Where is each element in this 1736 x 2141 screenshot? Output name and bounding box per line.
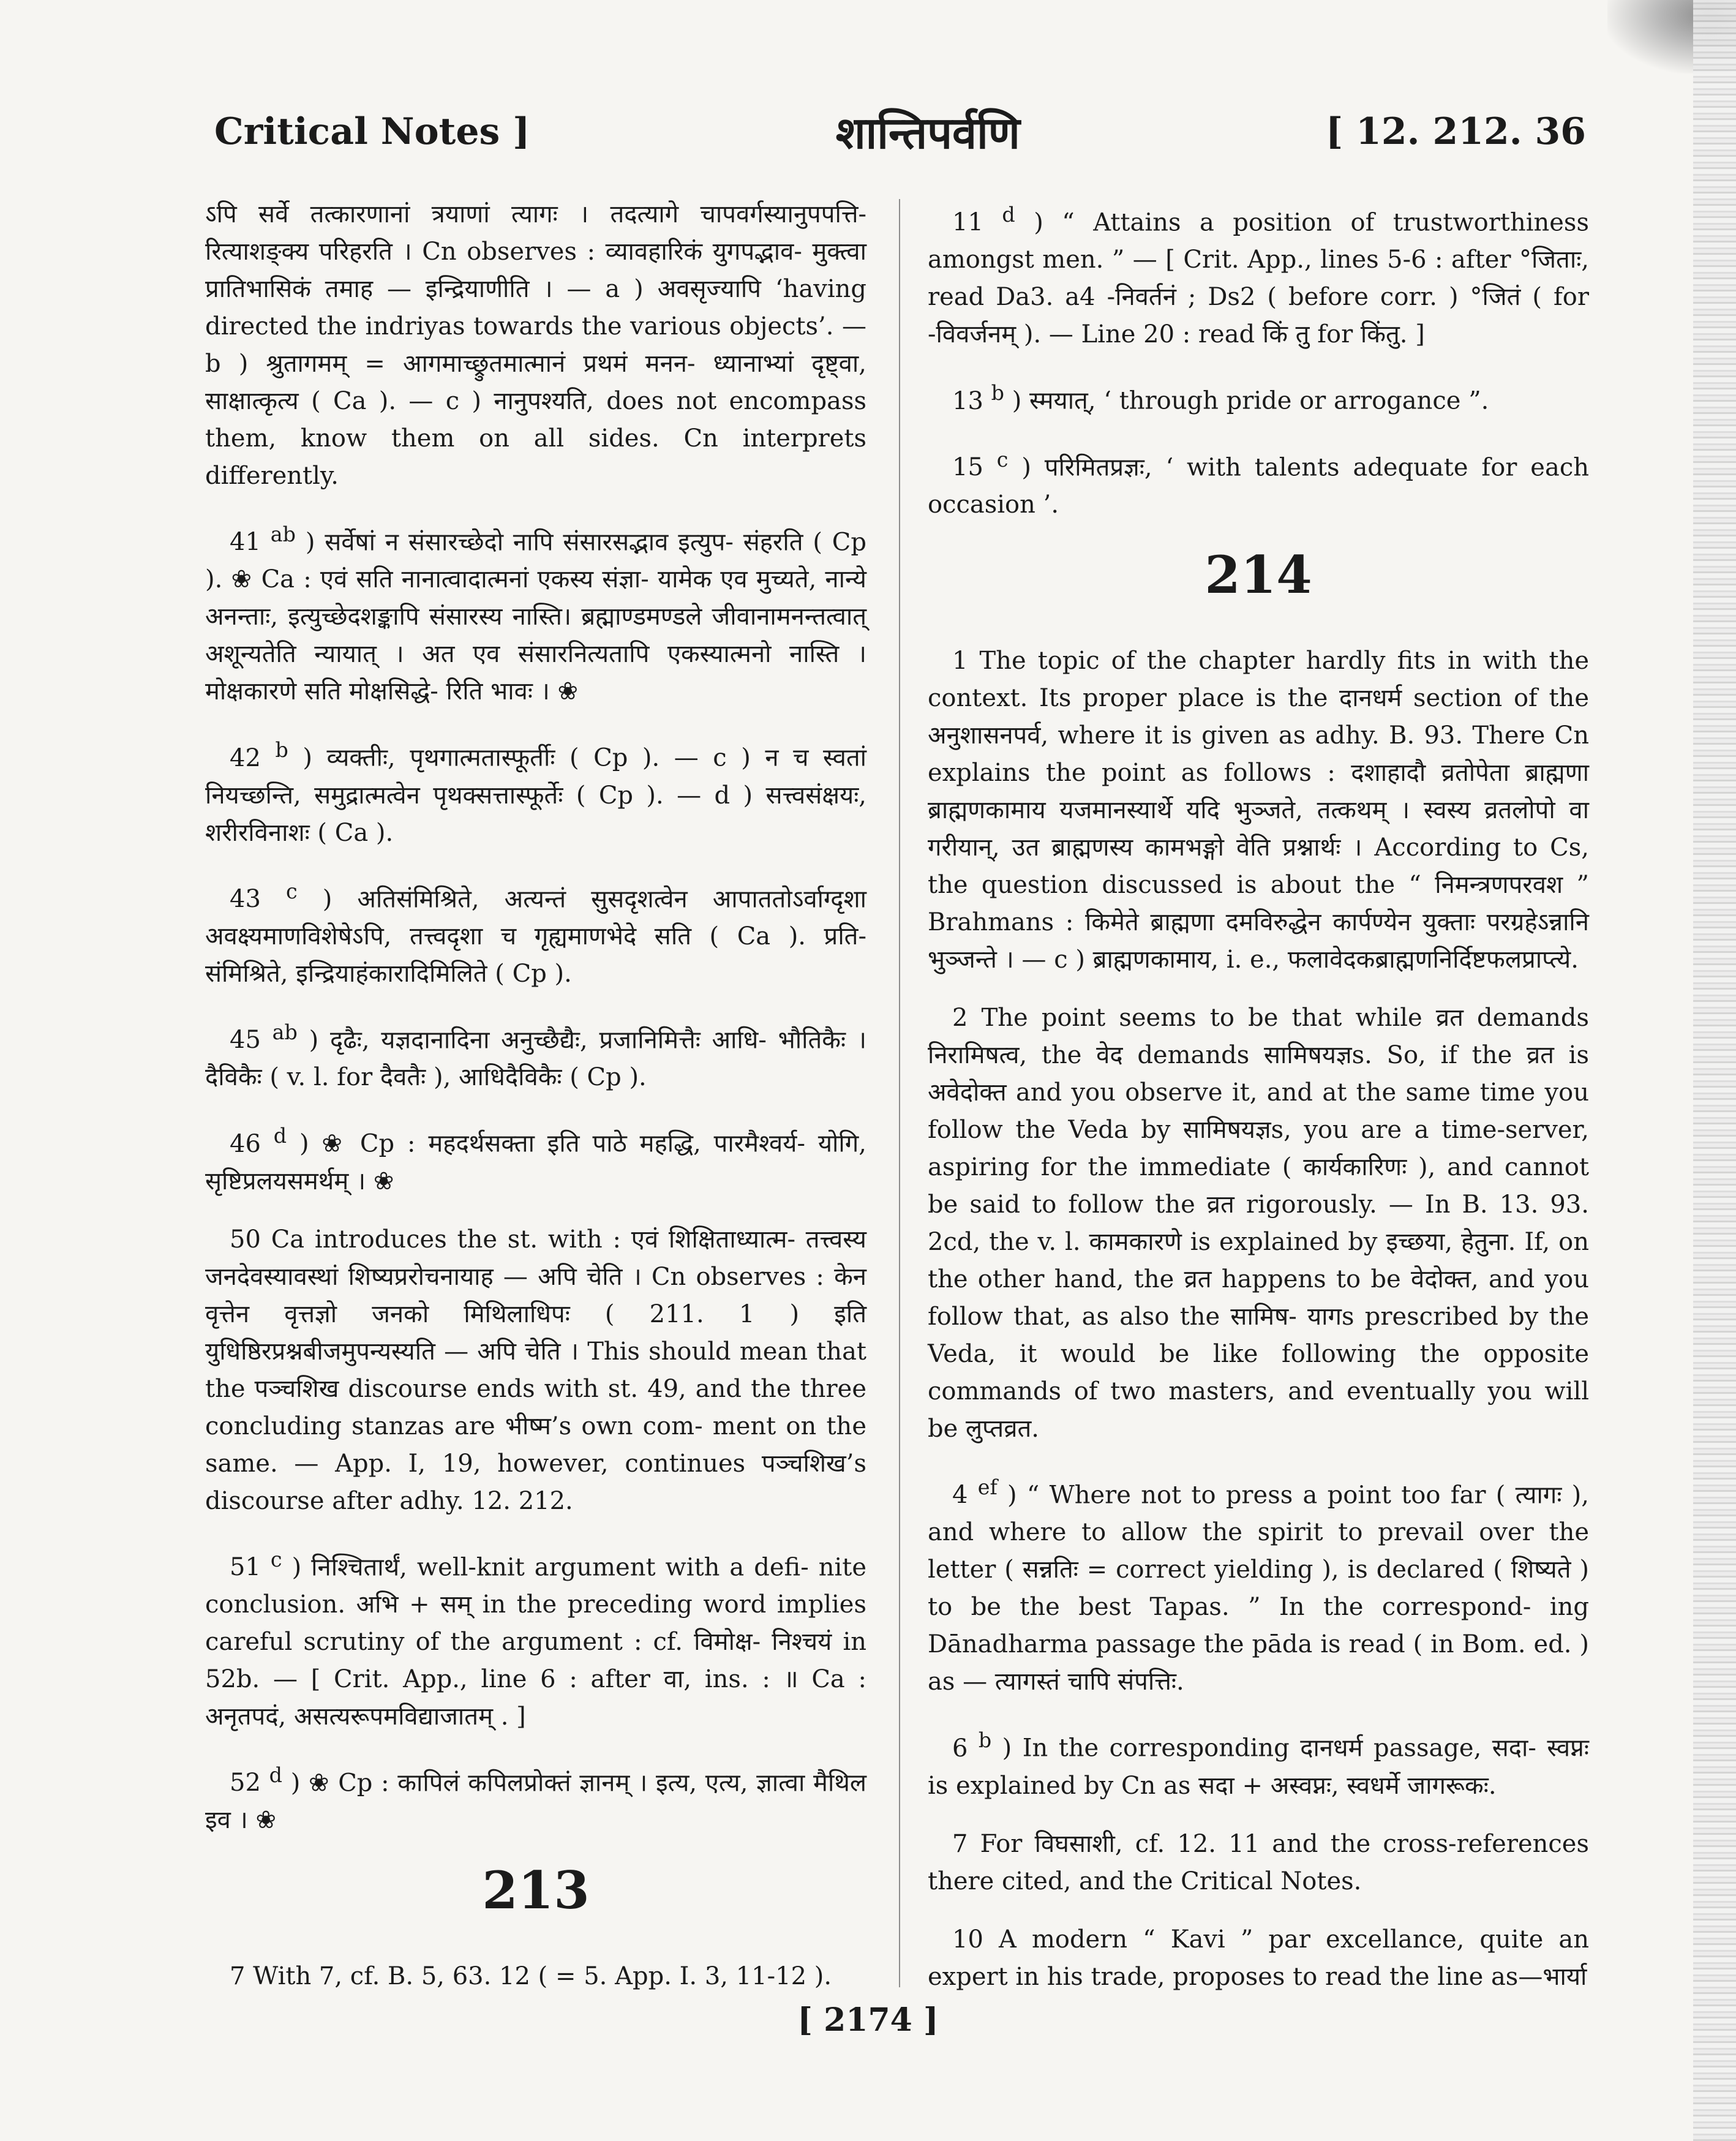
column-divider <box>899 199 900 1987</box>
note-number: 4 <box>952 1481 968 1510</box>
note-214-1 <box>928 642 1589 979</box>
note-number: 46 <box>230 1129 261 1158</box>
running-head <box>214 98 1586 165</box>
note-51 <box>205 1541 866 1736</box>
note-text: ) ❀ Cp : कापिलं कपिलप्रोक्तं ज्ञानम् । इत्य, एत्य, ज्ञात्वा मैथिल इव । ❀ <box>205 1769 867 1835</box>
pada-marker: d <box>269 1763 282 1787</box>
running-head-left: Critical Notes ] <box>214 110 530 153</box>
pada-marker: d <box>273 1124 287 1148</box>
note-214-2 <box>928 999 1589 1448</box>
note-text: ) स्मयात्, ‘ through pride or arrogance ”. <box>1012 386 1489 415</box>
note-text: The point seems to be that while व्रत demands निरामिषत्व, the वेद demands सामिषयज्ञs. So, if the व्रत is अवेदोक्त and you observe it, and at the same time you follow the Veda by सामिषयज्ञs, you are a time-server, aspiring for the immediate ( कार्यकारिणः ), and cannot be said to follow the व्रत rigorously. — In B. 13. 93. 2cd, the v. l. कामकारणे is explained by इच्छया, हेतुना. If, on the other hand, the व्रत happens to be वेदोक्त, and you follow that, as also the सामिष- यागs prescribed by the Veda, it would be like following the opposite commands of two masters, and eventually you will be लुप्तव्रत. <box>928 1003 1589 1443</box>
pada-marker: c <box>996 447 1009 472</box>
note-number: 7 <box>230 1962 246 1991</box>
note-number: 11 <box>952 208 983 237</box>
note-52 <box>205 1756 866 1839</box>
note-text: Ca introduces the st. with : एवं शिक्षिताध्यात्म- तत्त्वस्य जनदेवस्यावस्थां शिष्यप्ररोचनायाह — अपि चेति । Cn observes : केन वृत्तेन वृत्तज्ञो जनको मिथिलाधिपः ( 211. 1 ) इति युधिष्ठिरप्रश्नबीजमुपन्यस्यति — अपि चेति । This should mean that the पञ्चशिख discourse ends with st. 49, and the three concluding stanzas are भीष्म’s own com- ment on the same. — App. I, 19, however, continues पञ्चशिख’s discourse after adhy. 12. 212. <box>205 1225 866 1515</box>
note-number: 50 <box>230 1225 261 1254</box>
note-text: ) “ Attains a position of trustworthiness amongst men. ” — [ Crit. App., lines 5-6 : after °जिताः, read Da3. a4 -निवर्तनं ; Ds2 ( before corr. ) °जितं ( for -विवर्जनम् ). — Line 20 : read किं तु for किंतु. ] <box>928 208 1589 349</box>
pada-marker: c <box>270 1547 282 1571</box>
running-head-reference: [ 12. 212. 36 <box>1325 110 1586 153</box>
note-46 <box>205 1117 866 1200</box>
note-41 <box>205 516 866 710</box>
note-text: ) “ Where not to press a point too far ( त्यागः ), and where to allow the spirit to prevail over the letter ( सन्नतिः = correct yielding ), is declared ( शिष्यते ) to be the best Tapas. ” In the correspond- ing Dānadharma passage the pāda is read ( in Bom. ed. ) as — त्यागस्तं चापि संपत्तिः. <box>928 1481 1589 1696</box>
pada-marker: b <box>978 1728 992 1753</box>
note-number: 43 <box>230 884 261 913</box>
note-text: For विघसाशी, cf. 12. 11 and the cross-references there cited, and the Critical Notes. <box>928 1829 1589 1895</box>
page-number: [ 2174 ] <box>797 2001 939 2039</box>
note-number: 45 <box>230 1026 261 1055</box>
note-13 <box>928 374 1589 420</box>
pada-marker: b <box>275 738 288 762</box>
note-number: 7 <box>952 1829 968 1858</box>
note-continued <box>205 196 866 495</box>
section-heading-214: 214 <box>1204 544 1312 605</box>
note-214-4 <box>928 1469 1589 1701</box>
note-214-7 <box>928 1826 1589 1900</box>
pada-marker: b <box>991 381 1004 405</box>
note-text: ) दृढैः, यज्ञदानादिना अनुच्छैद्यैः, प्रजानिमित्तैः आधि- भौतिकैः । दैविकैः ( v. l. for दैवतैः ), आधिदैविकैः ( Cp ). <box>205 1026 866 1092</box>
note-11 <box>928 196 1589 353</box>
note-number: 15 <box>952 453 983 481</box>
note-214-6 <box>928 1721 1589 1804</box>
note-42 <box>205 731 866 851</box>
note-number: 41 <box>230 528 261 557</box>
right-column <box>928 196 1589 2017</box>
note-number: 42 <box>230 743 261 772</box>
note-45 <box>205 1014 866 1096</box>
pada-marker: c <box>285 879 298 903</box>
note-text: ) ❀ Cp : महदर्थसक्ता इति पाठे महद्धि, पारमैश्वर्य- योगि, सृष्टिप्रलयसमर्थम् । ❀ <box>205 1129 866 1195</box>
note-number: 1 <box>952 646 968 675</box>
note-text: ) निश्चितार्थं, well-knit argument with a defi- nite conclusion. अभि + सम् in the preceding word implies careful scrutiny of the argument : cf. विमोक्ष- निश्चयं in 52b. — [ Crit. App., line 6 : after वा, ins. : ॥ Ca : अनृतपदं, असत्यरूपमविद्याजातम् . ] <box>205 1552 867 1731</box>
scan-edge-strip <box>1693 0 1736 2141</box>
running-head-title: शान्तिपर्वणि <box>835 107 1020 159</box>
pada-marker: ab <box>270 522 296 546</box>
note-text: With 7, cf. B. 5, 63. 12 ( = 5. App. I. 3, 11-12 ). <box>253 1962 832 1991</box>
note-text: ऽपि सर्वे तत्कारणानां त्रयाणां त्यागः । तदत्यागे चापवर्गस्यानुपपत्ति- रित्याशङ्क्य परिहरति । Cn observes : व्यावहारिकं युगपद्भाव- मुक्त्वा प्रातिभासिकं तमाह — इन्द्रियाणीति । — a ) अवसृज्यापि ‘having directed the indriyas towards the various objects’. — b ) श्रुतागमम् = आगमाच्छ्रुतमात्मानं प्रथमं मनन- ध्यानाभ्यां दृष्ट्वा, साक्षात्कृत्य ( Ca ). — c ) नानुपश्यति, does not encompass them, know them on all sides. Cn interprets differently. <box>205 200 866 490</box>
note-number: 2 <box>952 1003 968 1032</box>
note-text: A modern “ Kavi ” par excellance, quite an expert in his trade, proposes to read the line as—भार्या <box>928 1925 1589 1991</box>
note-text: ) परिमितप्रज्ञः, ‘ with talents adequate for each occasion ’. <box>928 453 1589 519</box>
note-text: The topic of the chapter hardly fits in with the context. Its proper place is the दानधर्म section of the अनुशासनपर्व, where it is given as adhy. B. 93. There Cn explains the point as follows : दशाहादौ व्रतोपेता ब्राह्मणा ब्राह्मणकामाय यजमानस्यार्थे यदि भुञ्जते, तत्कथम् । स्वस्य व्रतलोपो वा गरीयान्, उत ब्राह्मणस्य कामभङ्गो वेति प्रश्नार्थः । According to Cs, the question discussed is about the “ निमन्त्रणपरवश ” Brahmans : किमेते ब्राह्मणा दमविरुद्धेन कार्पण्येन युक्ताः परग्रहेऽन्नानि भुञ्जन्ते । — c ) ब्राह्मणकामाय, i. e., फलावेदकब्राह्मणनिर्दिष्टफलप्राप्त्ये. <box>928 646 1590 974</box>
note-text: ) व्यक्तीः, पृथगात्मतास्फूर्तीः ( Cp ). — c ) न च स्वतां नियच्छन्ति, समुद्रात्मत्वेन पृथक्सत्तास्फूर्तेः ( Cp ). — d ) सत्त्वसंक्षयः, शरीरविनाशः ( Ca ). <box>205 743 866 847</box>
left-column <box>205 196 866 2016</box>
note-number: 52 <box>230 1769 261 1797</box>
pada-marker: ef <box>977 1475 998 1499</box>
note-213-7 <box>205 1958 866 1995</box>
note-214-10 <box>928 1921 1589 1996</box>
section-heading-213: 213 <box>482 1860 590 1921</box>
note-43 <box>205 873 866 993</box>
pada-marker: ab <box>272 1020 298 1044</box>
note-number: 6 <box>952 1734 968 1763</box>
pada-marker: d <box>1002 203 1015 227</box>
note-text: ) अतिसंमिश्रिते, अत्यन्तं सुसदृशत्वेन आपाततोऽर्वाग्दृशा अवक्ष्यमाणविशेषेऽपि, तत्त्वदृशा च गृह्यमाणभेदे सति ( Ca ). प्रति- संमिश्रिते, इन्द्रियाहंकारादिमिलिते ( Cp ). <box>205 884 867 988</box>
note-number: 51 <box>230 1552 261 1581</box>
note-15 <box>928 441 1589 524</box>
note-50 <box>205 1221 866 1520</box>
note-number: 10 <box>952 1925 983 1954</box>
note-text: ) सर्वेषां न संसारच्छेदो नापि संसारसद्भाव इत्युप- संहरति ( Cp ). ❀ Ca : एवं सति नानात्वादात्मनां एकस्य संज्ञा- यामेक एव मुच्यते, नान्ये अनन्ताः, इत्युच्छेदशङ्कापि संसारस्य नास्ति। ब्रह्माण्डमण्डले जीवानामनन्तत्वात् अशून्यतेति न्यायात् । अत एव संसारनित्यतापि एकस्यात्मनो नास्ति । मोक्षकारणे सति मोक्षसिद्धे- रिति भावः । ❀ <box>205 528 867 706</box>
note-number: 13 <box>952 386 983 415</box>
note-text: ) In the corresponding दानधर्म passage, सदा- स्वप्नः is explained by Cn as सदा + अस्वप्नः, स्वधर्मे जागरूकः. <box>928 1734 1589 1800</box>
